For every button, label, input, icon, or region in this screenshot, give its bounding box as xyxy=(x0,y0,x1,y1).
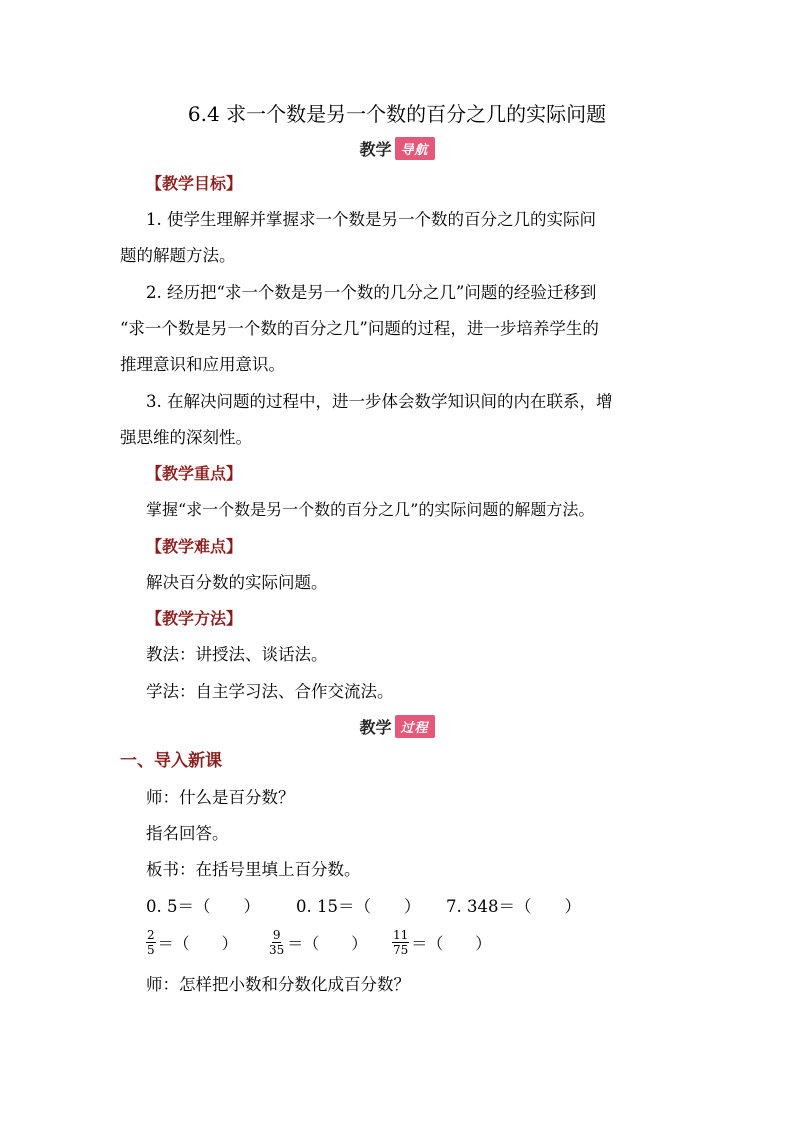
fraction-numerator: 9 xyxy=(272,928,281,942)
fraction-denominator: 5 xyxy=(147,943,155,957)
goal-1-line-2: 题的解题方法。 xyxy=(120,246,236,265)
goal-1-line-1: 1. 使学生理解并掌握求一个数是另一个数的百分之几的实际问 xyxy=(146,210,596,229)
section-heading-difficulties: 【教学难点】 xyxy=(146,537,243,556)
banner-label: 教学 xyxy=(359,139,392,159)
fraction-exercise-3 xyxy=(392,928,491,957)
decimal-exercise-1: 0. 5＝（ ） xyxy=(146,897,260,916)
answer-instruction-line: 指名回答。 xyxy=(146,824,229,843)
fraction-blank: ＝（ ） xyxy=(411,934,492,953)
section-heading-goals: 【教学目标】 xyxy=(146,174,243,193)
goal-3-line-2: 强思维的深刻性。 xyxy=(120,428,252,447)
section-heading-intro: 一、导入新课 xyxy=(120,751,222,771)
fraction xyxy=(146,928,156,957)
banner-tag: 导航 xyxy=(395,137,435,160)
page-title: 6.4 求一个数是另一个数的百分之几的实际问题 xyxy=(187,102,607,126)
decimal-exercise-3: 7. 348＝（ ） xyxy=(446,897,581,916)
teacher-question-line: 师：什么是百分数？ xyxy=(146,788,295,807)
fraction-numerator: 11 xyxy=(393,928,409,942)
goal-2-line-3: 推理意识和应用意识。 xyxy=(120,355,285,374)
banner-tag: 过程 xyxy=(395,715,435,738)
fraction-exercise-2 xyxy=(268,928,367,957)
teaching-method-text: 教法：讲授法、谈话法。 xyxy=(146,645,328,664)
banner-label: 教学 xyxy=(359,717,392,737)
goal-2-line-1: 2. 经历把“求一个数是另一个数的几分之几”问题的经验迁移到 xyxy=(146,283,597,302)
board-writing-line: 板书：在括号里填上百分数。 xyxy=(146,860,361,879)
fraction xyxy=(392,928,409,957)
fraction-denominator: 75 xyxy=(393,943,409,957)
goal-3-line-1: 3. 在解决问题的过程中，进一步体会数学知识间的内在联系，增 xyxy=(146,392,613,411)
teaching-process-banner xyxy=(0,714,794,740)
fraction-numerator: 2 xyxy=(147,928,155,942)
teaching-guide-banner xyxy=(0,136,794,162)
difficulties-text: 解决百分数的实际问题。 xyxy=(146,573,328,592)
section-heading-key-points: 【教学重点】 xyxy=(146,464,243,483)
conversion-question-line: 师：怎样把小数和分数化成百分数？ xyxy=(146,975,410,994)
fraction xyxy=(268,928,285,957)
learning-method-text: 学法：自主学习法、合作交流法。 xyxy=(146,682,394,701)
section-heading-methods: 【教学方法】 xyxy=(146,609,243,628)
goal-2-line-2: “求一个数是另一个数的百分之几”问题的过程，进一步培养学生的 xyxy=(120,319,599,338)
key-points-text: 掌握“求一个数是另一个数的百分之几”的实际问题的解题方法。 xyxy=(146,500,595,519)
decimal-exercise-2: 0. 15＝（ ） xyxy=(296,897,421,916)
fraction-exercise-1 xyxy=(146,928,238,957)
fraction-blank: ＝（ ） xyxy=(157,934,238,953)
fraction-denominator: 35 xyxy=(269,943,285,957)
fraction-blank: ＝（ ） xyxy=(287,934,368,953)
